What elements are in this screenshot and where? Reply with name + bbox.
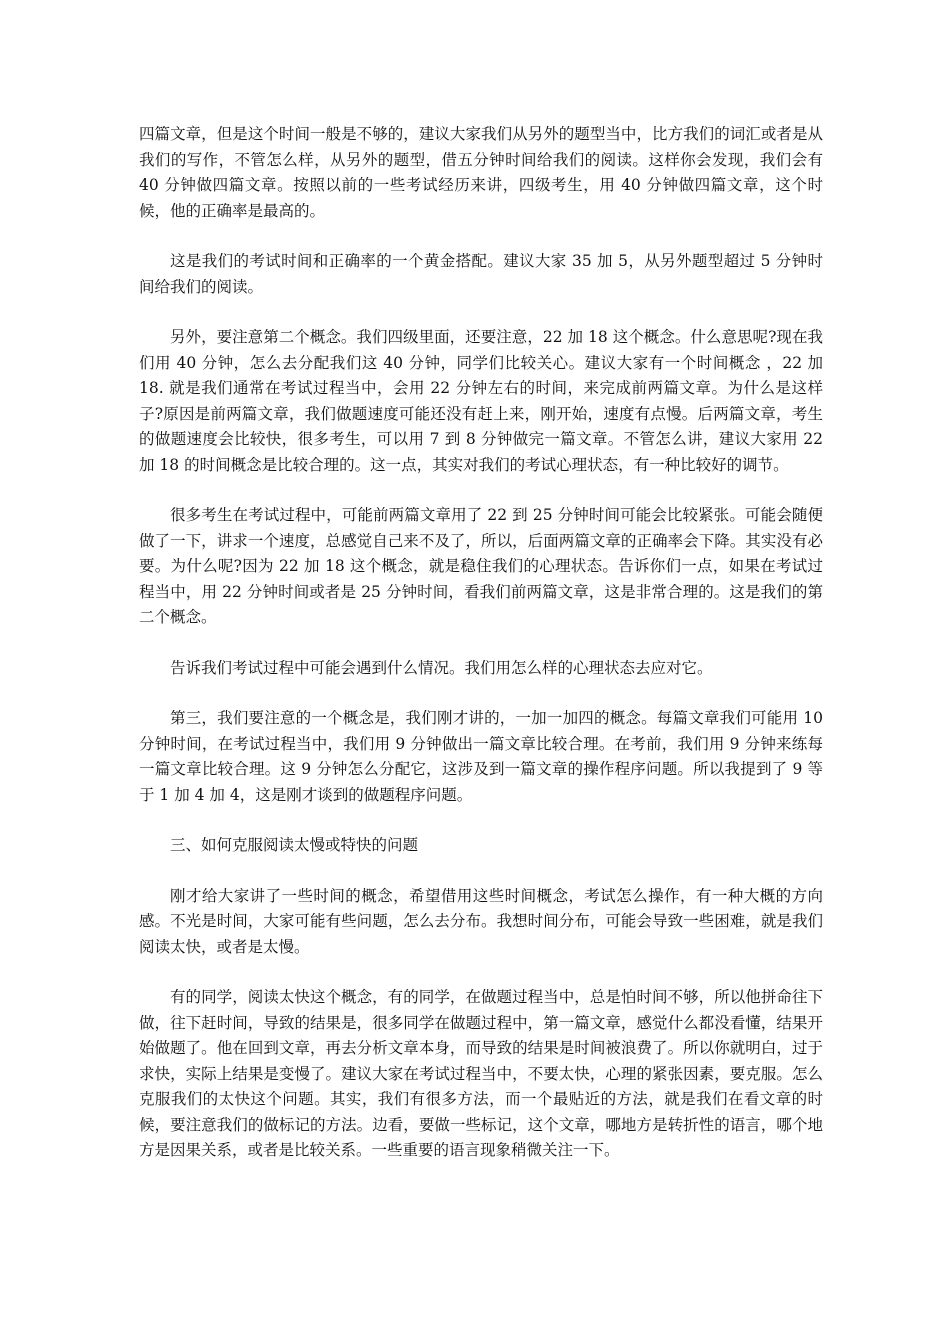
paragraph: 这是我们的考试时间和正确率的一个黄金搭配。建议大家 35 加 5，从另外题型超过 5 分钟时间给我们的阅读。 <box>139 252 823 296</box>
paragraph: 第三，我们要注意的一个概念是，我们刚才讲的，一加一加四的概念。每篇文章我们可能用 10 分钟时间，在考试过程当中，我们用 9 分钟做出一篇文章比较合理。在考前，我们用 9 分钟来练每一篇文章比较合理。这 9 分钟怎么分配它，这涉及到一篇文章的操作程序问题。所以我提到了 9 等于 1 加 4 加 4，这是刚才谈到的做题程序问题。 <box>139 709 823 804</box>
paragraph: 告诉我们考试过程中可能会遇到什么情况。我们用怎么样的心理状态去应对它。 <box>170 658 713 677</box>
document-page <box>139 122 823 1189</box>
paragraph: 刚才给大家讲了一些时间的概念，希望借用这些时间概念，考试怎么操作，有一种大概的方向感。不光是时间，大家可能有些问题，怎么去分布。我想时间分布，可能会导致一些困难，就是我们阅读太快，或者是太慢。 <box>139 886 823 956</box>
paragraph: 有的同学，阅读太快这个概念，有的同学，在做题过程当中，总是怕时间不够，所以他拼命往下做，往下赶时间，导致的结果是，很多同学在做题过程中，第一篇文章，感觉什么都没看懂，结果开始做题了。他在回到文章，再去分析文章本身，而导致的结果是时间被浪费了。所以你就明白，过于求快，实际上结果是变慢了。建议大家在考试过程当中，不要太快，心理的紧张因素，要克服。怎么克服我们的太快这个问题。其实，我们有很多方法，而一个最贴近的方法，就是我们在看文章的时候，要注意我们的做标记的方法。边看，要做一些标记，这个文章，哪地方是转折性的语言，哪个地方是因果关系，或者是比较关系。一些重要的语言现象稍微关注一下。 <box>139 988 823 1159</box>
section-heading: 三、如何克服阅读太慢或特快的问题 <box>170 836 419 854</box>
paragraph: 另外，要注意第二个概念。我们四级里面，还要注意，22 加 18 这个概念。什么意思呢?现在我们用 40 分钟，怎么去分配我们这 40 分钟，同学们比较关心。建议大家有一个时间概念 ，22 加 18. 就是我们通常在考试过程当中，会用 22 分钟左右的时间，来完成前两篇文章。为什么是这样子?原因是前两篇文章，我们做题速度可能还没有赶上来，刚开始，速度有点慢。后两篇文章，考生的做题速度会比较快，很多考生，可以用 7 到 8 分钟做完一篇文章。不管怎么讲，建议大家用 22 加 18 的时间概念是比较合理的。这一点，其实对我们的考试心理状态，有一种比较好的调节。 <box>139 328 823 474</box>
paragraph: 四篇文章，但是这个时间一般是不够的，建议大家我们从另外的题型当中，比方我们的词汇或者是从我们的写作，不管怎么样，从另外的题型，借五分钟时间给我们的阅读。这样你会发现，我们会有 40 分钟做四篇文章。按照以前的一些考试经历来讲，四级考生，用 40 分钟做四篇文章，这个时候，他的正确率是最高的。 <box>139 125 823 220</box>
paragraph: 很多考生在考试过程中，可能前两篇文章用了 22 到 25 分钟时间可能会比较紧张。可能会随便做了一下，讲求一个速度，总感觉自己来不及了，所以，后面两篇文章的正确率会下降。其实没有必要。为什么呢?因为 22 加 18 这个概念，就是稳住我们的心理状态。告诉你们一点，如果在考试过程当中，用 22 分钟时间或者是 25 分钟时间，看我们前两篇文章，这是非常合理的。这是我们的第二个概念。 <box>139 506 823 626</box>
